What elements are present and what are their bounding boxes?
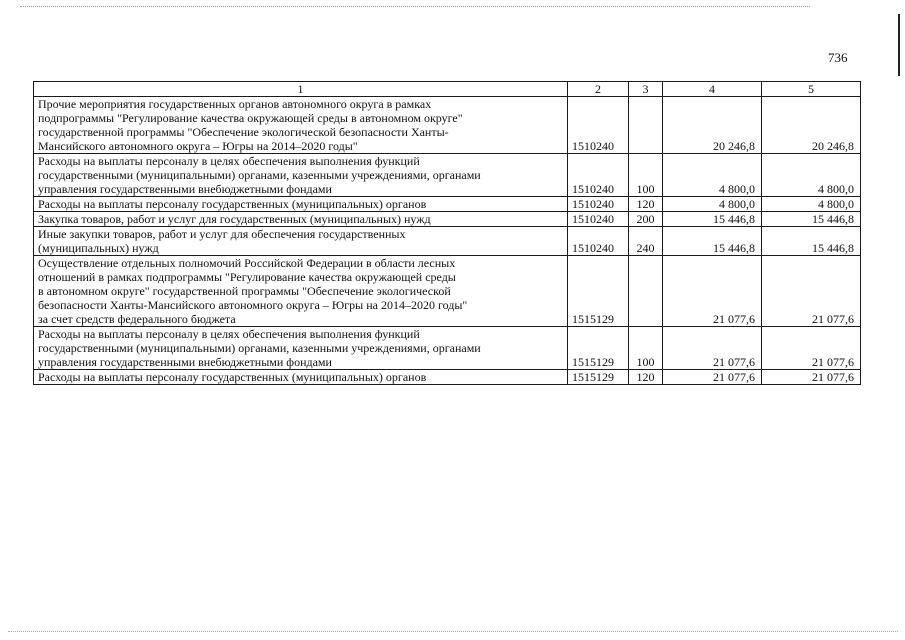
table-row [34, 197, 861, 212]
table-row [34, 370, 861, 385]
row-vr-cell: 120 [629, 197, 663, 212]
row-vr-cell [629, 97, 663, 154]
row-csr-cell: 1510240 [568, 212, 629, 227]
row-vr-cell: 120 [629, 370, 663, 385]
row-sum1-cell: 15 446,8 [663, 227, 762, 256]
row-csr-cell: 1510240 [568, 197, 629, 212]
row-name-cell: Закупка товаров, работ и услуг для государственных (муниципальных) нужд [34, 212, 568, 227]
row-sum1-cell: 21 077,6 [663, 370, 762, 385]
budget-table [33, 81, 861, 385]
row-name-cell: Расходы на выплаты персоналу в целях обеспечения выполнения функций государственными (муниципальными) органами, казенными учреждениями, органами управления государственными внебюджетными фондами [34, 154, 568, 197]
row-csr-cell: 1515129 [568, 370, 629, 385]
row-sum1-cell: 21 077,6 [663, 256, 762, 327]
header-cell-vr: 3 [629, 82, 663, 97]
scan-artifact-bottom [8, 631, 898, 632]
header-cell-name: 1 [34, 82, 568, 97]
row-name-cell: Прочие мероприятия государственных органов автономного округа в рамках подпрограммы "Регулирование качества окружающей среды в автономном округе" государственной программы "Обеспечение экологической безопасности Ханты- Мансийского автономного округа – Югры на 2014–2020 годы" [34, 97, 568, 154]
table-body [34, 82, 861, 385]
row-sum1-cell: 4 800,0 [663, 197, 762, 212]
table-row [34, 327, 861, 370]
row-csr-cell: 1510240 [568, 154, 629, 197]
header-cell-sum1: 4 [663, 82, 762, 97]
table-header-row [34, 82, 861, 97]
table-row [34, 227, 861, 256]
row-name-cell: Расходы на выплаты персоналу государственных (муниципальных) органов [34, 370, 568, 385]
row-sum2-cell: 21 077,6 [762, 370, 861, 385]
row-csr-cell: 1510240 [568, 97, 629, 154]
row-vr-cell [629, 256, 663, 327]
row-name-cell: Осуществление отдельных полномочий Российской Федерации в области лесных отношений в рамках подпрограммы "Регулирование качества окружающей среды в автономном округе" государственной программы "Обеспечение экологической безопасности Ханты-Мансийского автономного округа – Югры на 2014–2020 годы" за счет средств федерального бюджета [34, 256, 568, 327]
row-vr-cell: 100 [629, 154, 663, 197]
row-csr-cell: 1510240 [568, 227, 629, 256]
scan-artifact-top [20, 6, 810, 7]
row-sum2-cell: 15 446,8 [762, 212, 861, 227]
row-sum1-cell: 21 077,6 [663, 327, 762, 370]
page-number: 736 [828, 50, 848, 65]
header-cell-sum2: 5 [762, 82, 861, 97]
row-sum1-cell: 20 246,8 [663, 97, 762, 154]
row-vr-cell: 200 [629, 212, 663, 227]
table-row [34, 256, 861, 327]
row-csr-cell: 1515129 [568, 327, 629, 370]
row-csr-cell: 1515129 [568, 256, 629, 327]
header-cell-csr: 2 [568, 82, 629, 97]
row-name-cell: Расходы на выплаты персоналу государственных (муниципальных) органов [34, 197, 568, 212]
row-sum2-cell: 4 800,0 [762, 154, 861, 197]
row-sum1-cell: 15 446,8 [663, 212, 762, 227]
row-sum2-cell: 21 077,6 [762, 256, 861, 327]
row-sum2-cell: 20 246,8 [762, 97, 861, 154]
row-name-cell: Иные закупки товаров, работ и услуг для обеспечения государственных (муниципальных) нужд [34, 227, 568, 256]
row-sum1-cell: 4 800,0 [663, 154, 762, 197]
scan-edge-mark [898, 14, 900, 76]
row-vr-cell: 240 [629, 227, 663, 256]
row-sum2-cell: 15 446,8 [762, 227, 861, 256]
table-row [34, 212, 861, 227]
table-row [34, 97, 861, 154]
row-sum2-cell: 21 077,6 [762, 327, 861, 370]
table-row [34, 154, 861, 197]
row-name-cell: Расходы на выплаты персоналу в целях обеспечения выполнения функций государственными (муниципальными) органами, казенными учреждениями, органами управления государственными внебюджетными фондами [34, 327, 568, 370]
row-sum2-cell: 4 800,0 [762, 197, 861, 212]
row-vr-cell: 100 [629, 327, 663, 370]
